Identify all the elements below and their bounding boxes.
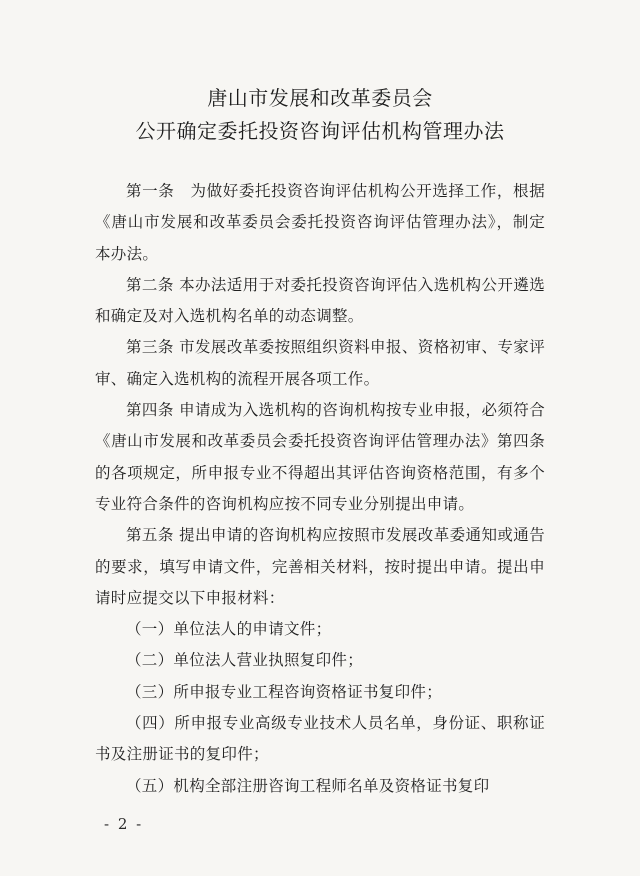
- paragraph-article-1: 第一条 为做好委托投资咨询评估机构公开选择工作，根据《唐山市发展和改革委员会委托投资咨询评估管理办法》，制定本办法。: [95, 182, 545, 263]
- paragraph-article-2: 第二条 本办法适用于对委托投资咨询评估入选机构公开遴选和确定及对入选机构名单的动态调整。: [95, 275, 545, 326]
- document-body: [95, 176, 545, 802]
- paragraph-article-3: 第三条 市发展改革委按照组织资料申报、资格初审、专家评审、确定入选机构的流程开展各项工作。: [95, 338, 545, 388]
- list-item-4: （四）所申报专业高级专业技术人员名单，身份证、职称证书及注册证书的复印件；: [95, 714, 545, 764]
- list-item-1: （一）单位法人的申请文件；: [126, 620, 332, 639]
- document-subtitle: 公开确定委托投资咨询评估机构管理办法: [135, 119, 505, 143]
- document-title: 唐山市发展和改革委员会: [207, 86, 433, 110]
- list-item-3: （三）所申报专业工程咨询资格证书复印件；: [126, 682, 443, 701]
- paragraph-article-4: 第四条 申请成为入选机构的咨询机构按专业申报，必须符合《唐山市发展和改革委员会委托投资咨询评估管理办法》第四条的各项规定，所申报专业不得超出其评估咨询资格范围，有多个专业符合条件的咨询机构应按不同专业分别提出申请。: [95, 401, 545, 513]
- paragraph-article-5: 第五条 提出申请的咨询机构应按照市发展改革委通知或通告的要求，填写申请文件，完善相关材料，按时提出申请。提出申请时应提交以下申报材料：: [95, 526, 545, 607]
- list-item-2: （二）单位法人营业执照复印件；: [126, 651, 364, 670]
- list-item-5: （五）机构全部注册咨询工程师名单及资格证书复印: [126, 776, 490, 795]
- page-number: - 2 -: [104, 815, 144, 833]
